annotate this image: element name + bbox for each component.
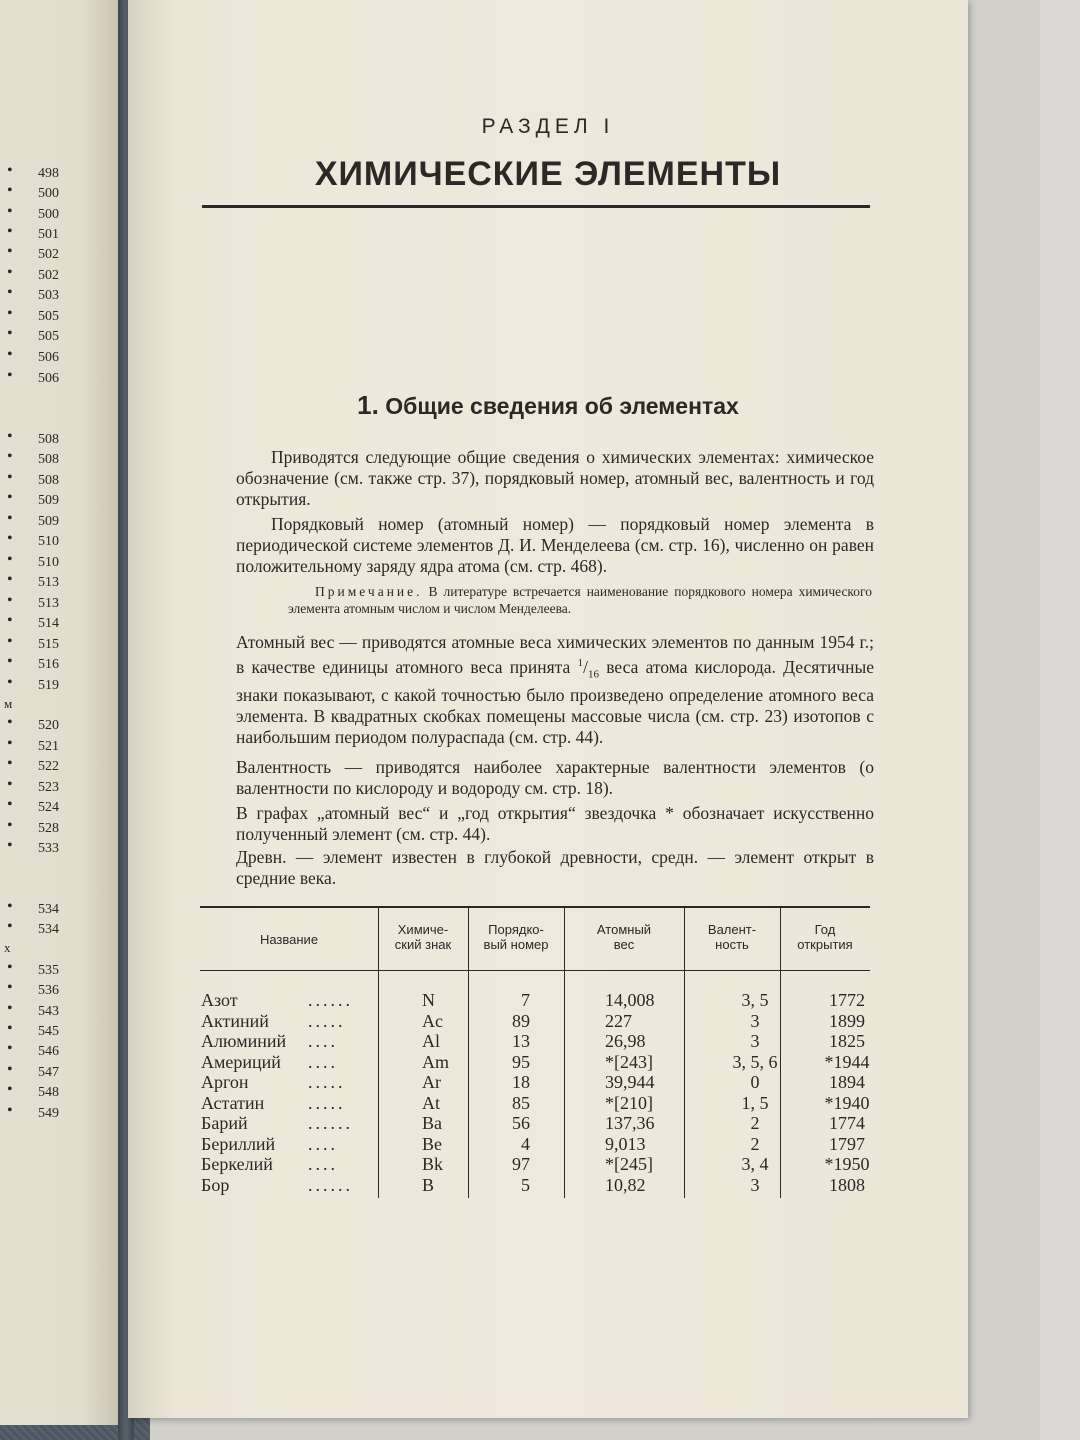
paragraph-ordinal: [236, 514, 874, 577]
leader-dots: .....: [308, 1010, 346, 1031]
valence: 1, 5: [741, 1092, 769, 1113]
atomic-number: 95: [512, 1051, 530, 1072]
element-symbol: Be: [422, 1133, 442, 1154]
leader-dot: •: [7, 182, 13, 199]
leader-dot: •: [7, 918, 13, 935]
contents-entry: [0, 184, 62, 204]
table-row: [200, 1154, 870, 1174]
leader-dot: •: [7, 489, 13, 506]
leader-dots: ......: [308, 990, 353, 1010]
leader-dots: .....: [308, 1072, 346, 1092]
atomic-weight: *[210]: [605, 1092, 653, 1113]
contents-entry: [0, 940, 62, 960]
atomic-weight: 227: [605, 1010, 632, 1031]
leader-dots: ....: [308, 1133, 338, 1154]
leader-dot: •: [7, 796, 13, 813]
contents-entry: [0, 1104, 62, 1124]
contents-entry: [0, 553, 62, 573]
element-name: Азот: [201, 990, 238, 1010]
contents-page-number: 510: [38, 534, 59, 549]
atomic-number: 7: [521, 990, 530, 1010]
contents-page-number: 505: [38, 309, 59, 324]
leader-dot: •: [7, 1061, 13, 1078]
element-name: Аргон: [201, 1072, 249, 1092]
chapter-title: ХИМИЧЕСКИЕ ЭЛЕМЕНТЫ: [314, 155, 782, 193]
contents-page-number: 543: [38, 1004, 59, 1019]
contents-entry: [0, 716, 62, 736]
paragraph-ancient: [236, 847, 874, 889]
contents-entry: [0, 205, 62, 225]
section-heading: [128, 390, 968, 421]
leader-dot: •: [7, 1000, 13, 1017]
contents-entry: [0, 491, 62, 511]
leader-dots: ....: [308, 1051, 338, 1072]
contents-page-number: 509: [38, 514, 59, 529]
element-name: Барий: [201, 1113, 248, 1133]
leader-dot: •: [7, 448, 13, 465]
column-divider: [564, 970, 565, 1198]
element-symbol: N: [422, 990, 435, 1010]
contents-entry: [0, 1002, 62, 1022]
leader-dot: •: [7, 305, 13, 322]
column-divider: [684, 970, 685, 1198]
contents-entry: [0, 594, 62, 614]
table-row: [200, 1093, 870, 1113]
section-number: 1.: [357, 390, 379, 420]
header-line: Химиче-: [397, 922, 449, 937]
discovery-year: 1825: [829, 1031, 865, 1051]
contents-entry: [0, 1022, 62, 1042]
element-symbol: Ac: [422, 1010, 443, 1031]
element-symbol: Am: [422, 1051, 449, 1072]
valence: 3, 5, 6: [732, 1051, 778, 1072]
contents-page-number: 536: [38, 983, 59, 998]
element-symbol: Ar: [422, 1072, 441, 1092]
atomic-weight: 39,944: [605, 1072, 655, 1092]
footnote: [288, 583, 872, 617]
header-name: Название: [259, 932, 319, 947]
contents-entry: [0, 512, 62, 532]
contents-entry: [0, 1063, 62, 1083]
contents-page-number: 533: [38, 841, 59, 856]
discovery-year: 1797: [829, 1133, 865, 1154]
contents-entry: [0, 839, 62, 859]
header-line: ность: [715, 937, 749, 952]
contents-entry: [0, 450, 62, 470]
header-valence: [684, 922, 780, 952]
leader-dot: •: [7, 162, 13, 179]
contents-entry: [0, 1042, 62, 1062]
valence: 0: [750, 1072, 760, 1092]
leader-dot: •: [7, 203, 13, 220]
leader-dot: •: [7, 612, 13, 629]
paragraph-text: Порядковый номер (атомный номер) — порядковый номер элемента в периодической системе элементов Д. И. Менделеева (см. стр. 16), численно он равен положительному заряду ядра атома (см. стр. 468).: [236, 514, 874, 576]
header-line: Атомный: [596, 922, 652, 937]
contents-page-number: 548: [38, 1085, 59, 1100]
element-symbol: At: [422, 1092, 440, 1113]
contents-page-number: 521: [38, 739, 59, 754]
leader-dots: ......: [308, 1174, 353, 1195]
element-symbol: Al: [422, 1031, 440, 1051]
valence: 2: [750, 1133, 760, 1154]
valence: 3, 4: [741, 1154, 769, 1174]
column-divider: [378, 970, 379, 1198]
element-name: Бор: [201, 1174, 230, 1195]
element-name: Актиний: [201, 1010, 269, 1031]
leader-dot: •: [7, 959, 13, 976]
leader-dot: •: [7, 735, 13, 752]
paragraph-atomic-weight: Атомный вес — приводятся атомные веса химических элементов по данным 1954 г.; в качестве единицы атомного веса принята $^1/_{16}$ веса атома кислорода. Десятичные знаки показывают, с какой точностью было произведено определение атомного веса элемента. В квадратных скобках помещены массовые числа (см. стр. 23) изотопов с наибольшим периодом полураспада (см. стр. 44).: [236, 632, 874, 748]
leader-dot: •: [7, 510, 13, 527]
atomic-weight: *[243]: [605, 1051, 653, 1072]
atomic-number: 5: [521, 1174, 530, 1195]
contents-page-number: 524: [38, 800, 59, 815]
contents-page-number: 522: [38, 759, 59, 774]
valence: 3, 5: [741, 990, 769, 1010]
leader-dot: •: [7, 469, 13, 486]
contents-entry: [0, 1083, 62, 1103]
right-page: [128, 0, 968, 1418]
contents-page-number: 514: [38, 616, 59, 631]
contents-page-number: 508: [38, 432, 59, 447]
leader-dot: •: [7, 979, 13, 996]
contents-page-number: 519: [38, 678, 59, 693]
leader-dot: •: [7, 653, 13, 670]
contents-entry: [0, 471, 62, 491]
leader-dot: •: [7, 530, 13, 547]
header-line: Валент-: [707, 922, 757, 937]
leader-dot: •: [7, 674, 13, 691]
contents-entry: [0, 920, 62, 940]
header-line: Порядко-: [488, 922, 544, 937]
contents-entry: [0, 327, 62, 347]
contents-entry: [0, 900, 62, 920]
discovery-year: *1940: [824, 1092, 870, 1113]
leader-dot: •: [7, 367, 13, 384]
valence: 3: [750, 1010, 760, 1031]
element-name: Бериллий: [201, 1133, 276, 1154]
contents-page-number: 528: [38, 821, 59, 836]
contents-entry: [0, 961, 62, 981]
contents-page-number: 500: [38, 186, 59, 201]
element-symbol: B: [422, 1174, 435, 1195]
paragraph-text: В графах „атомный вес“ и „год открытия“ звездочка * обозначает искусственно полученный элемент (см. стр. 44).: [236, 803, 874, 844]
table-row: [200, 990, 870, 1010]
header-number: [468, 922, 564, 952]
table-row: [200, 1011, 870, 1031]
contents-entry: [0, 676, 62, 696]
contents-page-number: 508: [38, 452, 59, 467]
footnote-label: Примечание.: [315, 584, 423, 599]
element-name: Америций: [201, 1051, 281, 1072]
leader-dot: •: [7, 837, 13, 854]
contents-entry: [0, 696, 62, 716]
contents-page-number: 505: [38, 329, 59, 344]
fraction-numerator: 1: [577, 657, 584, 669]
paragraph-intro: [236, 447, 874, 510]
table-top-rule: [200, 906, 870, 908]
contents-entry: [0, 757, 62, 777]
contents-entry: [0, 164, 62, 184]
leader-dot: •: [7, 264, 13, 281]
atomic-weight: 14,008: [605, 990, 655, 1010]
header-line: открытия: [797, 937, 853, 952]
leader-dot: •: [7, 346, 13, 363]
discovery-year: 1772: [829, 990, 865, 1010]
leader-dot: •: [7, 1020, 13, 1037]
contents-page-number: 506: [38, 350, 59, 365]
section-title: Общие сведения об элементах: [385, 393, 739, 419]
discovery-year: 1894: [829, 1072, 865, 1092]
atomic-number: 89: [512, 1010, 530, 1031]
header-year: [780, 922, 870, 952]
atomic-number: 97: [512, 1154, 530, 1174]
element-name: Беркелий: [201, 1154, 273, 1174]
title-rule: [202, 205, 870, 208]
valence: 2: [750, 1113, 760, 1133]
contents-page-number: 545: [38, 1024, 59, 1039]
paragraph-text: Валентность — приводятся наиболее характерные валентности элементов (о валентности по кислороду и водороду см. стр. 18).: [236, 757, 874, 798]
leader-dot: •: [7, 755, 13, 772]
contents-entry: [0, 573, 62, 593]
paragraph-asterisk: [236, 803, 874, 845]
contents-page-number: 535: [38, 963, 59, 978]
header-weight: [564, 922, 684, 952]
contents-page-number: 513: [38, 575, 59, 590]
leader-dot: •: [7, 817, 13, 834]
contents-entry: [0, 307, 62, 327]
contents-entry: [0, 798, 62, 818]
leader-dot: •: [7, 592, 13, 609]
contents-page-number: 547: [38, 1065, 59, 1080]
header-symbol: [378, 922, 468, 952]
paragraph-text: Приводятся следующие общие сведения о химических элементах: химическое обозначение (см. также стр. 37), порядковый номер, атомный вес, валентность и год открытия.: [236, 447, 874, 509]
contents-page-number: 520: [38, 718, 59, 733]
contents-entry: [0, 286, 62, 306]
contents-page-number: 534: [38, 902, 59, 917]
contents-page-number: 506: [38, 371, 59, 386]
table-row: [200, 1072, 870, 1092]
leader-dot: •: [7, 1102, 13, 1119]
footnote-text: В литературе встречается наименование порядкового номера химического элемента атомным числом и числом Менделеева.: [288, 584, 873, 616]
leader-dots: ....: [308, 1154, 338, 1174]
contents-entry: [0, 737, 62, 757]
contents-page-number: 498: [38, 166, 59, 181]
background-right: [1040, 0, 1080, 1440]
leader-dot: •: [7, 776, 13, 793]
atomic-weight: 137,36: [605, 1113, 655, 1133]
atomic-number: 18: [512, 1072, 530, 1092]
leader-dot: •: [7, 1081, 13, 1098]
discovery-year: 1899: [829, 1010, 865, 1031]
column-divider: [780, 970, 781, 1198]
table-row: [200, 1031, 870, 1051]
discovery-year: 1808: [829, 1174, 865, 1195]
table-row: [200, 1134, 870, 1154]
valence: 3: [750, 1031, 760, 1051]
leader-dot: •: [7, 571, 13, 588]
atomic-weight: 26,98: [605, 1031, 646, 1051]
contents-page-number: 549: [38, 1106, 59, 1121]
contents-entry: [0, 532, 62, 552]
paragraph-valence: [236, 757, 874, 799]
paragraph-text: веса атома кислорода. Десятичные знаки показывают, с какой точностью было произведено определение атомного веса элемента. В квадратных скобках помещены массовые числа (см. стр. 23) изотопов с наибольшим периодом полураспада (см. стр. 44).: [236, 656, 874, 748]
contents-page-number: 523: [38, 780, 59, 795]
leader-dots: ....: [308, 1031, 338, 1051]
element-symbol: Ba: [422, 1113, 442, 1133]
contents-entry: [0, 655, 62, 675]
leader-dots: ......: [308, 1113, 353, 1133]
table-row: [200, 1175, 870, 1195]
contents-page-number: 501: [38, 227, 59, 242]
contents-entry: [0, 348, 62, 368]
header-line: вес: [613, 937, 635, 952]
contents-entry: [0, 266, 62, 286]
leader-dot: •: [7, 714, 13, 731]
contents-page-number: 510: [38, 555, 59, 570]
contents-page-number: 516: [38, 657, 59, 672]
contents-entry: [0, 614, 62, 634]
fraction-denominator: 16: [587, 668, 599, 681]
section-label: РАЗДЕЛ I: [481, 115, 615, 138]
table-row: [200, 1113, 870, 1133]
discovery-year: *1944: [824, 1051, 870, 1072]
contents-entry: [0, 778, 62, 798]
contents-page-number: 503: [38, 288, 59, 303]
contents-entry: [0, 430, 62, 450]
discovery-year: 1774: [829, 1113, 865, 1133]
atomic-weight: *[245]: [605, 1154, 653, 1174]
table-row: [200, 1052, 870, 1072]
leader-dot: •: [7, 428, 13, 445]
discovery-year: *1950: [824, 1154, 870, 1174]
atomic-weight: 9,013: [605, 1133, 646, 1154]
left-page: [0, 0, 118, 1425]
contents-page-number: 500: [38, 207, 59, 222]
leader-dot: •: [7, 223, 13, 240]
contents-entry: [0, 225, 62, 245]
contents-entry: [0, 369, 62, 389]
atomic-weight: 10,82: [605, 1174, 646, 1195]
contents-page-number: 546: [38, 1044, 59, 1059]
contents-page-number: 502: [38, 268, 59, 283]
paragraph-text: Древн. — элемент известен в глубокой древности, средн. — элемент открыт в средние века.: [236, 847, 874, 888]
contents-page-number: 508: [38, 473, 59, 488]
header-line: ский знак: [394, 937, 452, 952]
header-line: Год: [814, 922, 836, 937]
leader-dot: х: [4, 940, 11, 955]
atomic-number: 4: [521, 1133, 530, 1154]
leader-dot: м: [4, 696, 13, 711]
leader-dot: •: [7, 633, 13, 650]
atomic-number: 56: [512, 1113, 530, 1133]
element-symbol: Bk: [422, 1154, 444, 1174]
leader-dot: •: [7, 898, 13, 915]
leader-dot: •: [7, 243, 13, 260]
paragraph-text: Атомный вес — приводятся атомные веса химических элементов по данным 1954 г.; в качестве единицы атомного веса принята: [236, 632, 874, 677]
leader-dot: •: [7, 284, 13, 301]
atomic-number: 13: [512, 1031, 530, 1051]
contents-entry: [0, 635, 62, 655]
element-name: Астатин: [201, 1092, 265, 1113]
contents-page-number: 509: [38, 493, 59, 508]
contents-page-number: 534: [38, 922, 59, 937]
column-divider: [468, 970, 469, 1198]
leader-dot: •: [7, 1040, 13, 1057]
contents-entry: [0, 819, 62, 839]
table-header-rule: [200, 970, 870, 971]
atomic-number: 85: [512, 1092, 530, 1113]
contents-entry: [0, 981, 62, 1001]
contents-page-number: 502: [38, 247, 59, 262]
contents-page-number: 515: [38, 637, 59, 652]
element-name: Алюминий: [201, 1031, 287, 1051]
leader-dots: .....: [308, 1092, 346, 1113]
contents-page-number: 513: [38, 596, 59, 611]
valence: 3: [750, 1174, 760, 1195]
header-line: вый номер: [483, 937, 549, 952]
contents-entry: [0, 245, 62, 265]
leader-dot: •: [7, 325, 13, 342]
leader-dot: •: [7, 551, 13, 568]
